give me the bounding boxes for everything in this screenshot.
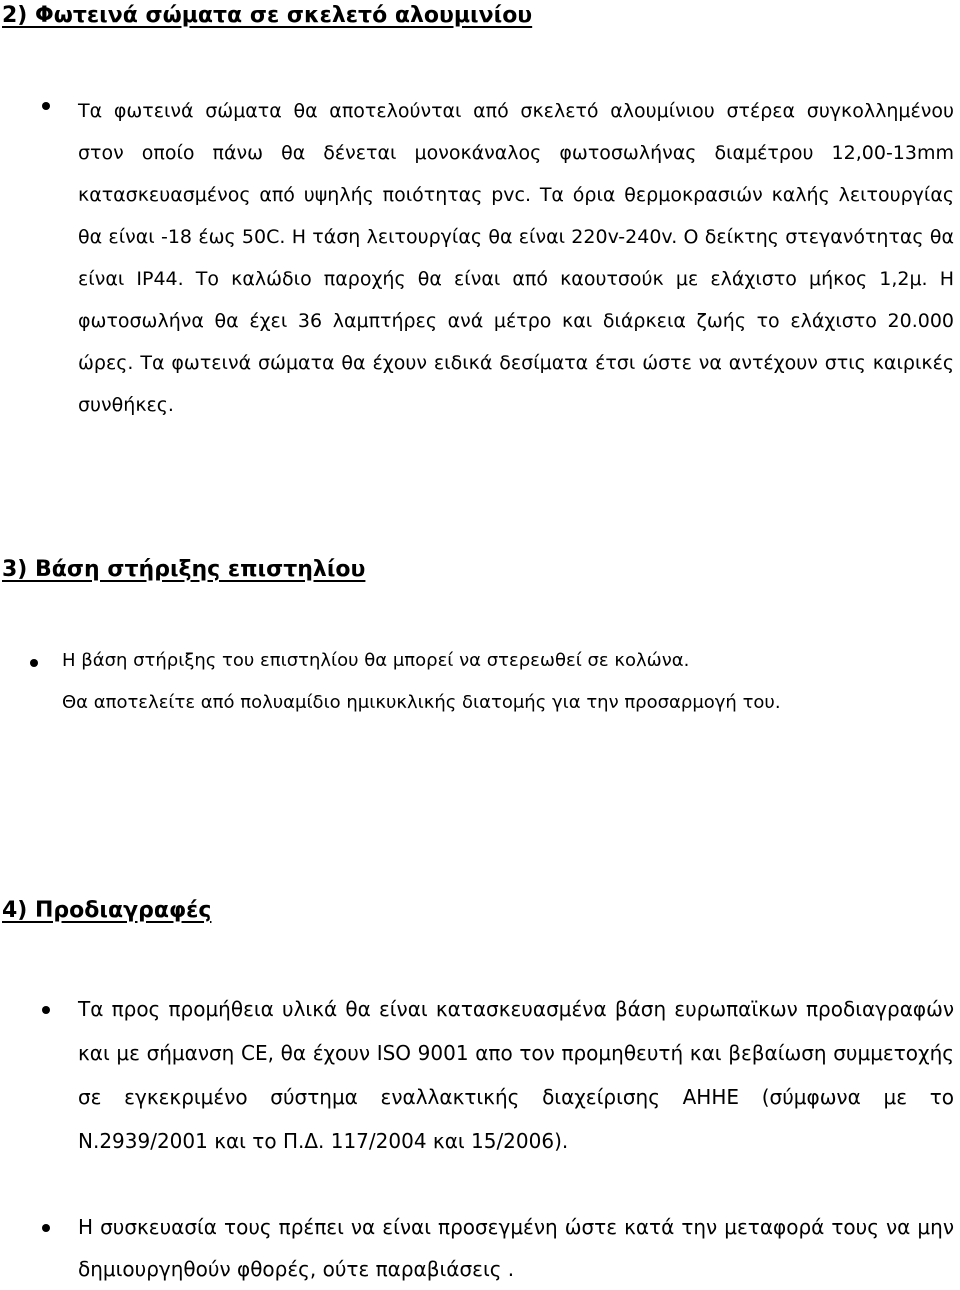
bullet-icon <box>42 102 50 110</box>
section-4-paragraph-1: Τα προς προμήθεια υλικά θα είναι κατασκευασμένα βάση ευρωπαϊκων προδιαγραφών και με σήμανση CE, θα έχουν ISO 9001 απο τον προμηθευτή και βεβαίωση συμμετοχής σε εγκεκριμένο σύστημα εναλλακτικής διαχείρισης ΑΗΗΕ (σύμφωνα με το Ν.2939/2001 και το Π.Δ. 117/2004 και 15/2006). <box>78 997 954 1153</box>
bullet-icon <box>42 1224 50 1232</box>
section-2-paragraph: Τα φωτεινά σώματα θα αποτελούνται από σκελετό αλουμίνιου στέρεα συγκολλημένου στον οποίο πάνω θα δένεται μονοκάναλος φωτοσωλήνας διαμέτρου 12,00-13mm κατασκευασμένος από υψηλής ποιότητας pvc. Τα όρια θερμοκρασιών καλής λειτουργίας θα είναι -18 έως 50C. Η τάση λειτουργίας θα είναι 220v-240v. Ο δείκτης στεγανότητας θα είναι IP44. Το καλώδιο παροχής θα είναι από καουτσούκ με ελάχιστο μήκος 1,2μ. Η φωτοσωλήνα θα έχει 36 λαμπτήρες ανά μέτρο και διάρκεια ζωής το ελάχιστο 20.000 ώρες. Τα φωτεινά σώματα θα έχουν ειδικά δεσίματα έτσι ώστε να αντέχουν στις καιρικές συνθήκες. <box>78 100 954 416</box>
section-3-line-1: Η βάση στήριξης του επιστηλίου θα μπορεί να στερεωθεί σε κολώνα. <box>62 650 690 671</box>
section-4-heading: 4) Προδιαγραφές <box>2 898 212 923</box>
section-3-line-2: Θα αποτελείτε από πολυαμίδιο ημικυκλικής διατομής για την προσαρμογή του. <box>62 692 781 713</box>
bullet-icon <box>42 1006 50 1014</box>
bullet-icon <box>30 659 38 667</box>
section-3-heading: 3) Βάση στήριξης επιστηλίου <box>2 557 366 582</box>
section-4-paragraph-2: Η συσκευασία τους πρέπει να είναι προσεγμένη ώστε κατά την μεταφορά τους να μην δημιουργηθούν φθορές, ούτε παραβιάσεις . <box>78 1215 954 1281</box>
section-2-heading: 2) Φωτεινά σώματα σε σκελετό αλουμινίου <box>2 3 533 28</box>
